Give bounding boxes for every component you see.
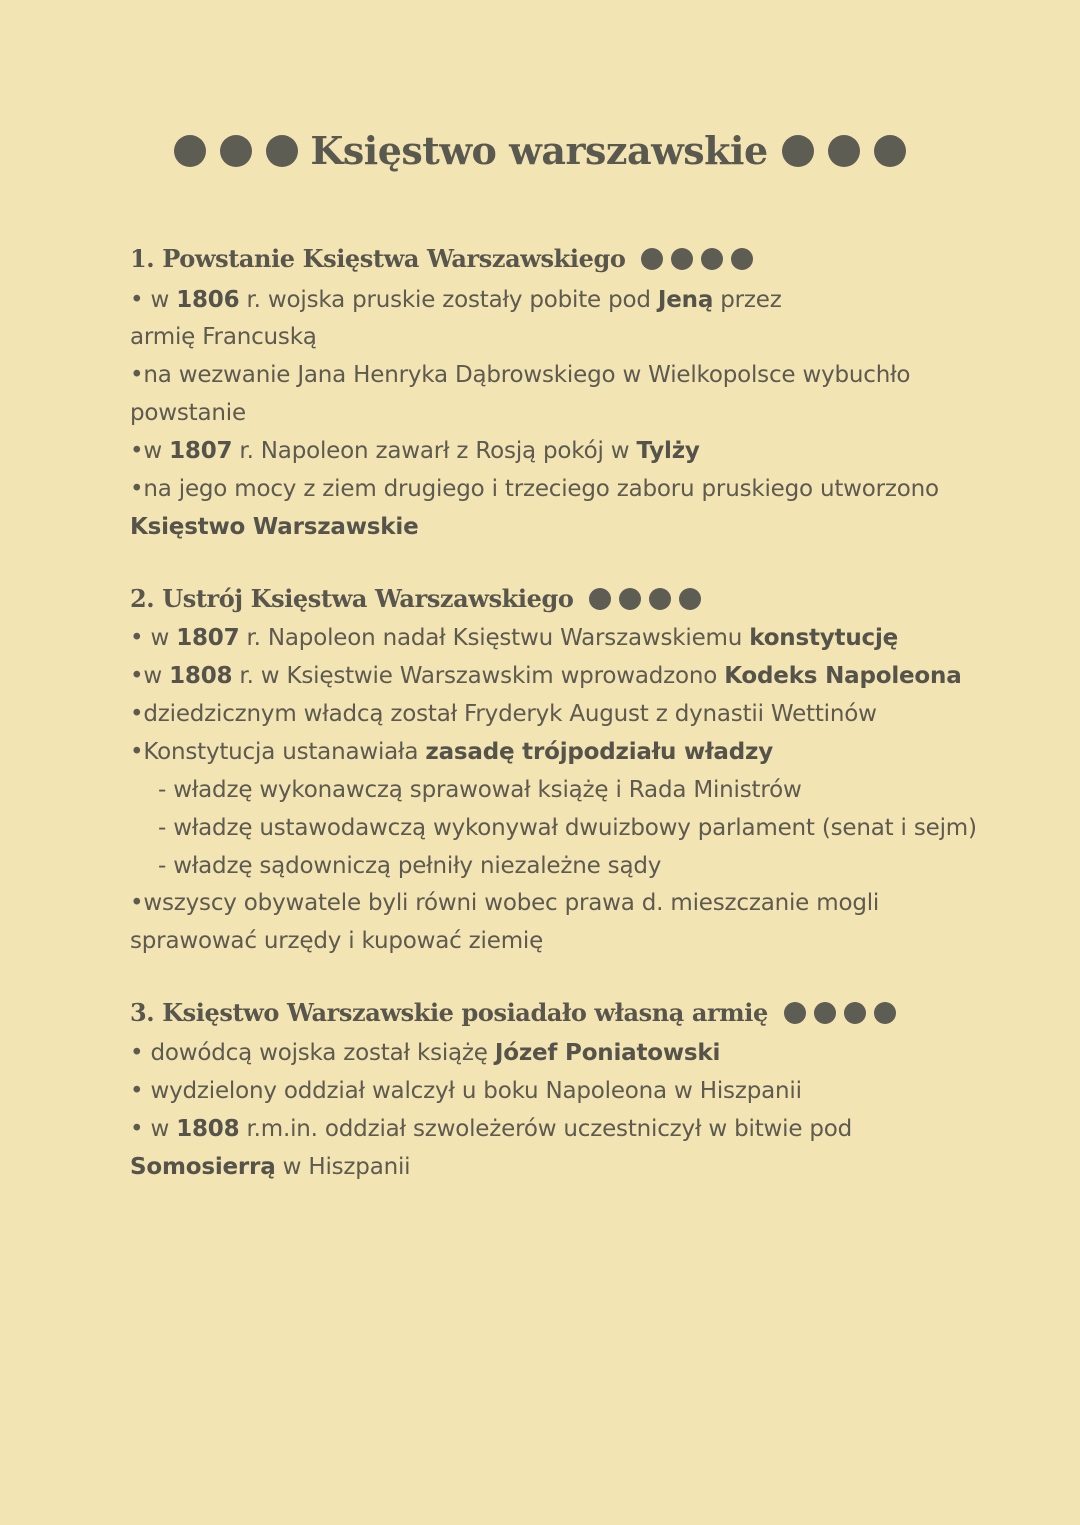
text-line — [158, 813, 977, 843]
dot-icon — [814, 1002, 836, 1024]
dot-icon — [619, 588, 641, 610]
dot-icon — [731, 248, 753, 270]
dot-icon — [649, 588, 671, 610]
dot-icon — [784, 1002, 806, 1024]
section-heading-text: 2. Ustrój Księstwa Warszawskiego — [130, 584, 574, 613]
dot-icon — [701, 248, 723, 270]
bold-text: 1807 — [169, 438, 233, 464]
text-line — [130, 699, 877, 729]
section-heading-1 — [130, 244, 753, 273]
text-line — [130, 398, 246, 428]
dot-icon — [174, 135, 206, 167]
dot-icon — [679, 588, 701, 610]
text-segment: r.m.in. oddział szwoleżerów uczestniczył w bitwie pod — [239, 1116, 853, 1142]
heading-dots — [589, 588, 701, 610]
text-segment: - władzę sądowniczą pełniły niezależne sądy — [158, 853, 662, 879]
text-segment: •na jego mocy z ziem drugiego i trzeciego zaboru pruskiego utworzono — [130, 476, 939, 502]
text-segment: •w — [130, 438, 170, 464]
text-segment: - władzę ustawodawczą wykonywał dwuizbowy parlament (senat i sejm) — [158, 815, 977, 841]
dot-icon — [671, 248, 693, 270]
text-segment: w Hiszpanii — [275, 1154, 411, 1180]
dot-icon — [641, 248, 663, 270]
text-segment: •dziedzicznym władcą został Fryderyk August z dynastii Wettinów — [130, 701, 877, 727]
bold-text: Kodeks Napoleona — [724, 663, 962, 689]
text-line — [130, 1038, 720, 1068]
heading-dots — [784, 1002, 896, 1024]
dot-icon — [874, 135, 906, 167]
dot-icon — [874, 1002, 896, 1024]
text-line — [130, 661, 962, 691]
bold-text: konstytucję — [749, 625, 899, 651]
text-segment: •wszyscy obywatele byli równi wobec prawa d. mieszczanie mogli — [130, 890, 880, 916]
bold-text: Jeną — [657, 287, 714, 313]
bold-text: Tylży — [636, 438, 700, 464]
text-segment: - władzę wykonawczą sprawował książę i Rada Ministrów — [158, 777, 802, 803]
text-line — [130, 1114, 852, 1144]
text-segment: r. w Księstwie Warszawskim wprowadzono — [232, 663, 725, 689]
dot-icon — [828, 135, 860, 167]
text-line — [130, 1152, 410, 1182]
text-segment: armię Francuską — [130, 324, 317, 350]
text-segment: powstanie — [130, 400, 246, 426]
text-segment: przez — [713, 287, 782, 313]
title-text: Księstwo warszawskie — [310, 128, 768, 173]
title-dots-left — [174, 135, 298, 167]
text-segment: r. wojska pruskie zostały pobite pod — [239, 287, 658, 313]
bold-text: Józef Poniatowski — [494, 1040, 721, 1066]
dot-icon — [844, 1002, 866, 1024]
text-segment: • w — [130, 287, 177, 313]
bold-text: 1808 — [169, 663, 233, 689]
bold-text: 1807 — [176, 625, 240, 651]
text-line — [130, 474, 939, 504]
text-segment: • wydzielony oddział walczył u boku Napoleona w Hiszpanii — [130, 1078, 802, 1104]
text-segment: •na wezwanie Jana Henryka Dąbrowskiego w Wielkopolsce wybuchło — [130, 362, 911, 388]
text-segment: •w — [130, 663, 170, 689]
text-line — [130, 1076, 802, 1106]
section-heading-2 — [130, 584, 701, 613]
bold-text: 1808 — [176, 1116, 240, 1142]
text-line — [130, 285, 782, 315]
text-line — [130, 512, 418, 542]
text-segment: r. Napoleon nadał Księstwu Warszawskiemu — [239, 625, 750, 651]
text-line — [130, 888, 879, 918]
text-segment: sprawować urzędy i kupować ziemię — [130, 928, 544, 954]
bold-text: 1806 — [176, 287, 240, 313]
text-segment: • w — [130, 625, 177, 651]
text-segment: • dowódcą wojska został książę — [130, 1040, 495, 1066]
bold-text: Somosierrą — [130, 1154, 276, 1180]
text-line — [130, 926, 543, 956]
dot-icon — [220, 135, 252, 167]
text-line — [158, 851, 661, 881]
dot-icon — [782, 135, 814, 167]
dot-icon — [589, 588, 611, 610]
text-line — [130, 322, 317, 352]
dot-icon — [266, 135, 298, 167]
text-line — [130, 436, 700, 466]
title-dots-right — [782, 135, 906, 167]
text-line — [130, 360, 910, 390]
bold-text: zasadę trójpodziału władzy — [425, 739, 773, 765]
text-line — [158, 775, 802, 805]
bold-text: Księstwo Warszawskie — [130, 514, 419, 540]
section-heading-text: 3. Księstwo Warszawskie posiadało własną armię — [130, 998, 768, 1027]
section-heading-3 — [130, 998, 896, 1027]
text-segment: r. Napoleon zawarł z Rosją pokój w — [232, 438, 637, 464]
text-segment: • w — [130, 1116, 177, 1142]
text-segment: •Konstytucja ustanawiała — [130, 739, 426, 765]
heading-dots — [641, 248, 753, 270]
text-line — [130, 737, 773, 767]
page-title — [0, 128, 1080, 173]
section-heading-text: 1. Powstanie Księstwa Warszawskiego — [130, 244, 626, 273]
text-line — [130, 623, 898, 653]
